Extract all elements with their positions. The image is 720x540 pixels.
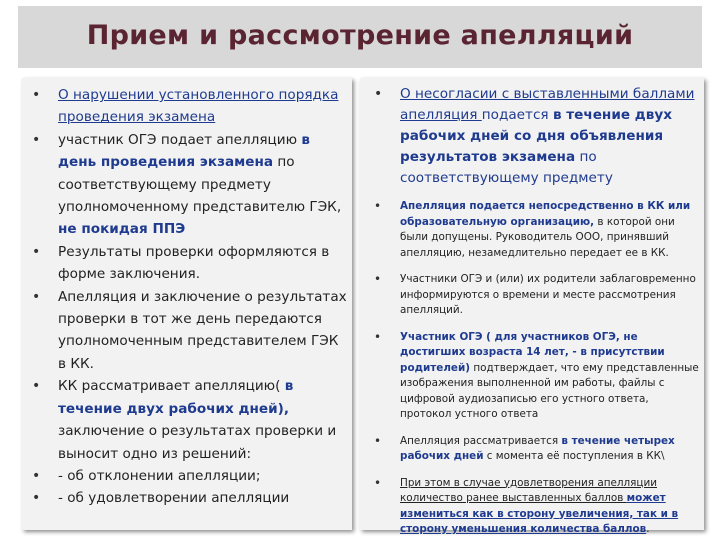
- item-text: При этом в случае удовлетворения апелляции количество ранее выставленных баллов: [400, 476, 657, 504]
- item-text: подается: [481, 107, 553, 123]
- bullet-icon: •: [374, 329, 382, 344]
- list-item: [32, 286, 348, 376]
- item-text: Апелляция рассматривается: [400, 434, 562, 447]
- bullet-icon: •: [374, 86, 383, 102]
- item-emphasis: в течение двух рабочих дней),: [58, 378, 294, 417]
- bullet-icon: •: [32, 131, 41, 148]
- list-item: [374, 475, 700, 538]
- item-emphasis: не покидая ППЭ: [58, 221, 186, 238]
- item-text: КК рассматривает апелляцию(: [58, 378, 285, 395]
- item-text: Участники ОГЭ и (или) их родители заблаговременно информируются о времени и месте рассмотрения апелляций.: [400, 273, 696, 316]
- item-text: Результаты проверки оформляются в форме заключения.: [58, 243, 330, 283]
- item-text: - об отклонении апелляции;: [58, 467, 261, 484]
- item-emphasis: в день проведения экзамена: [58, 131, 310, 171]
- item-emphasis: в течение четырех рабочих дней: [400, 434, 675, 462]
- list-item: [32, 241, 348, 286]
- item-emphasis: Участник ОГЭ ( для участников ОГЭ, не достигших возраста 14 лет, - в присутствии родителей): [400, 330, 665, 374]
- list-item: [374, 272, 700, 319]
- bullet-icon: •: [32, 378, 41, 395]
- right-column: [360, 78, 704, 535]
- item-emphasis: Апелляция подается непосредственно в КК или образовательную организацию,: [400, 200, 691, 228]
- item-text: .: [646, 523, 650, 535]
- item-text: в которой они были допущены. Руководитель ООО, принявший апелляцию, незамедлительно передает ее в КК.: [400, 215, 675, 259]
- item-heading: О несогласии с выставленными баллами апелляция: [400, 86, 695, 123]
- right-list: [374, 84, 700, 538]
- item-text: подтверждает, что ему представленные изображения выполненной им работы, файлы с цифровой аудиозаписью его устного ответа, протокол устного ответа: [400, 361, 699, 420]
- item-text: участник ОГЭ подает апелляцию: [58, 131, 302, 148]
- bullet-icon: •: [374, 475, 382, 490]
- list-item: [32, 375, 348, 465]
- item-text: заключение о результатах проверки и выносит одно из решений:: [58, 423, 337, 462]
- list-item: [374, 199, 700, 261]
- item-text: О нарушении установленного порядка проведения экзамена: [58, 87, 339, 126]
- bullet-icon: •: [32, 467, 41, 484]
- bullet-icon: •: [32, 243, 41, 260]
- list-item: [32, 129, 348, 241]
- left-list: [32, 84, 348, 510]
- item-emphasis: может измениться как в сторону увеличения, так и в сторону уменьшения количества баллов: [400, 492, 679, 535]
- list-item: [32, 465, 348, 487]
- title-band: [18, 6, 702, 68]
- bullet-icon: •: [32, 288, 41, 305]
- item-text: - об удовлетворении апелляции: [58, 490, 290, 507]
- bullet-icon: •: [32, 490, 41, 507]
- bullet-icon: •: [32, 87, 41, 103]
- list-item: [374, 84, 700, 189]
- item-text: Апелляция и заключение о результатах проверки в тот же день передаются уполномоченным представителем ГЭК в КК.: [58, 288, 347, 372]
- item-emphasis: в течение двух рабочих дней со дня объявления результатов экзамена: [400, 107, 673, 165]
- bullet-icon: •: [374, 272, 382, 286]
- list-item: [32, 487, 348, 509]
- item-text: по соответствующему предмету: [400, 149, 613, 186]
- bullet-icon: •: [374, 433, 382, 448]
- bullet-icon: •: [374, 199, 382, 213]
- page-title: Прием и рассмотрение апелляций: [86, 20, 634, 51]
- list-item: [374, 329, 700, 423]
- list-item: [374, 433, 700, 465]
- item-text: по соответствующему предмету уполномоченному представителю ГЭК,: [58, 154, 342, 216]
- item-text: с момента её поступления в КК\: [483, 450, 665, 462]
- list-item: [32, 84, 348, 129]
- left-column: [22, 78, 352, 530]
